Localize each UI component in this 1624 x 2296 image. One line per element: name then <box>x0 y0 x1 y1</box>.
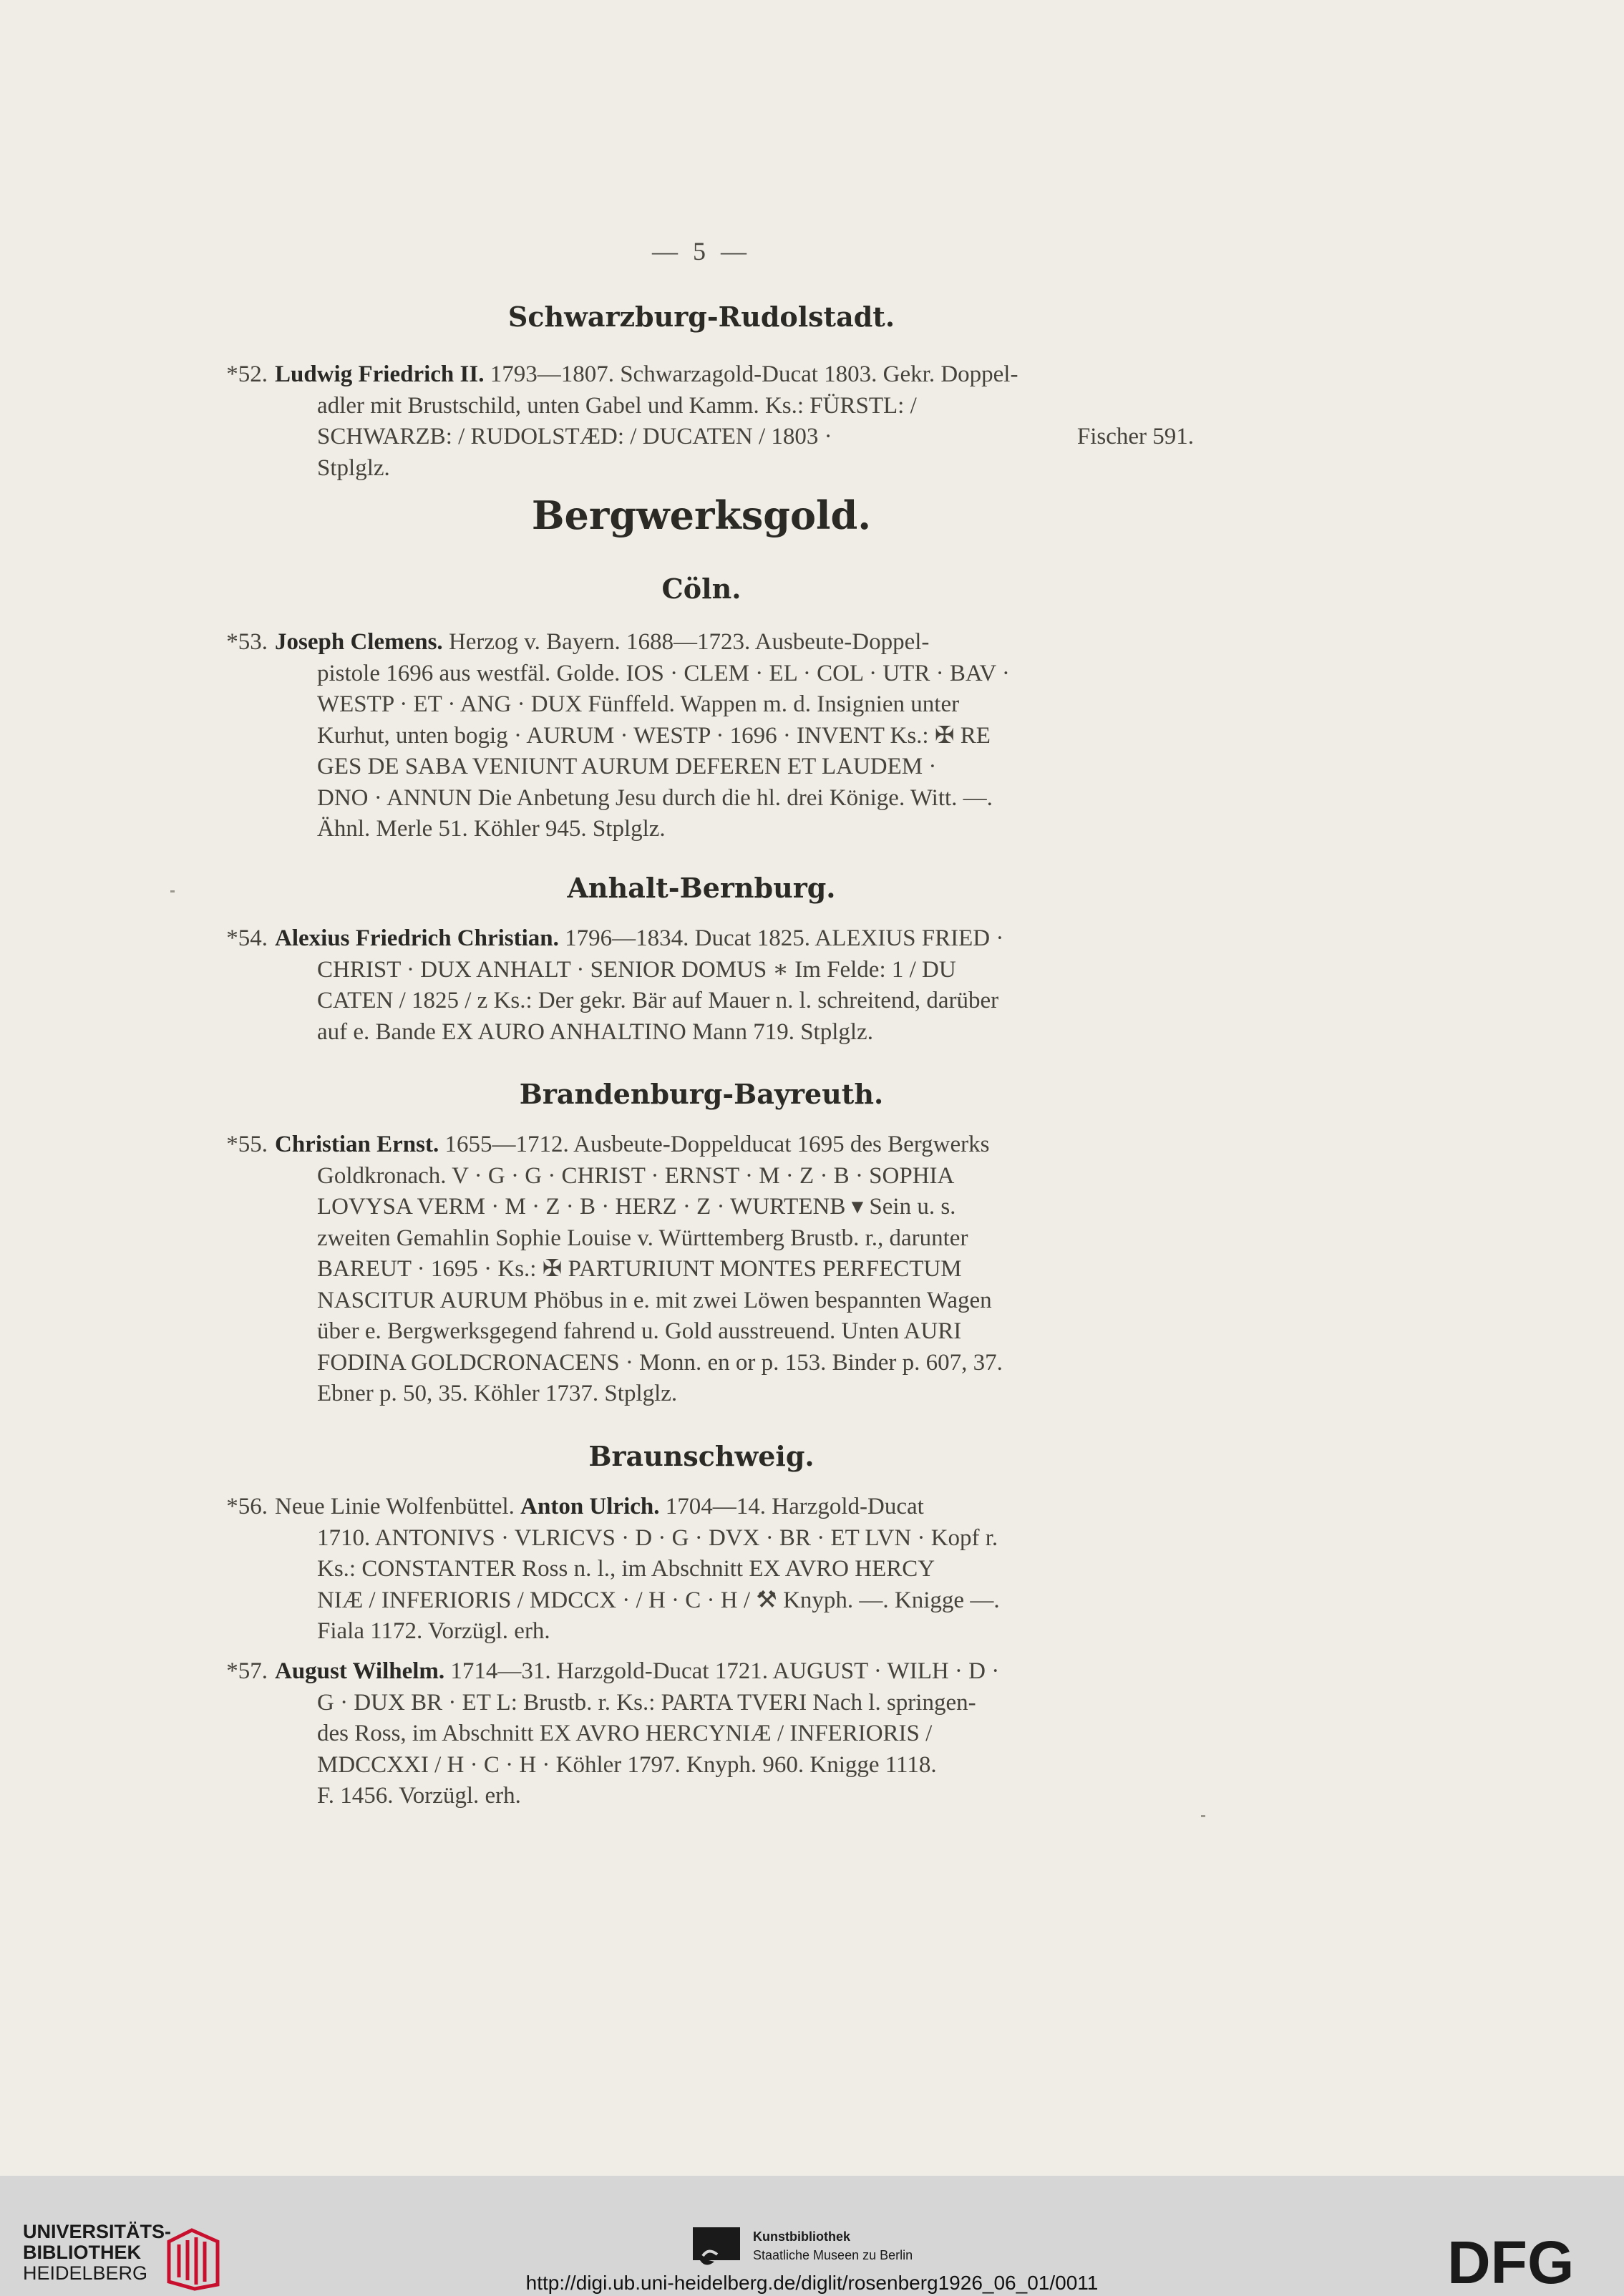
ub-logo-line: BIBLIOTHEK <box>23 2242 141 2263</box>
entry-text: 1796—1834. Ducat 1825. ALEXIUS FRIED · <box>565 925 1004 951</box>
entry-text: DNO · ANNUN Die Anbetung Jesu durch die hl. drei Könige. Witt. —. <box>317 784 993 811</box>
entry-name: Joseph Clemens. <box>275 629 443 655</box>
main-heading-bergwerksgold: Bergwerksgold. <box>531 492 872 538</box>
entry-text: des Ross, im Abschnitt EX AVRO HERCYNIÆ / INFERIORIS / <box>317 1721 933 1746</box>
dfg-logo-text: DFG <box>1447 2237 1575 2287</box>
entry-name: Ludwig Friedrich II. <box>275 361 485 387</box>
entry-number: *55. <box>226 1132 268 1157</box>
entry-text: Ks.: CONSTANTER Ross n. l., im Abschnitt EX AVRO HERCY <box>317 1556 935 1582</box>
catalog-entry-56 <box>199 1492 1194 1648</box>
entry-number: *56. <box>226 1494 268 1519</box>
entry-text: adler mit Brustschild, unten Gabel und Kamm. Ks.: FÜRSTL: / <box>317 392 917 419</box>
kb-line: Kunstbibliothek <box>753 2229 850 2244</box>
entry-text: Ähnl. Merle 51. Köhler 945. Stplglz. <box>317 816 666 842</box>
entry-text-row <box>199 422 1194 453</box>
entry-text: LOVYSA VERM · M · Z · B · HERZ · Z · WURTENB ▾ Sein u. s. <box>317 1194 956 1220</box>
entry-number: *54. <box>226 925 268 951</box>
entry-name: Alexius Friedrich Christian. <box>275 925 559 951</box>
section-heading-anhalt-bernburg: Anhalt-Bernburg. <box>567 872 836 904</box>
kunstbibliothek-logo-icon <box>693 2227 740 2270</box>
entry-text: 1655—1712. Ausbeute-Doppelducat 1695 des Bergwerks <box>444 1132 990 1157</box>
entry-text: G · DUX BR · ET L: Brustb. r. Ks.: PARTA TVERI Nach l. springen- <box>317 1689 976 1716</box>
entry-text: Kurhut, unten bogig · AURUM · WESTP · 1696 · INVENT Ks.: ✠ RE <box>317 722 991 749</box>
entry-text: SCHWARZB: / RUDOLSTÆD: / DUCATEN / 1803 · <box>317 424 832 449</box>
entry-text: Neue Linie Wolfenbüttel. <box>275 1494 515 1519</box>
entry-text: 1714—31. Harzgold-Ducat 1721. AUGUST · WILH · D · <box>450 1658 1000 1684</box>
entry-text: auf e. Bande EX AURO ANHALTINO Mann 719. Stplglz. <box>317 1018 873 1045</box>
entry-text: NASCITUR AURUM Phöbus in e. mit zwei Löwen bespannten Wagen <box>317 1287 992 1313</box>
entry-text: Goldkronach. V · G · G · CHRIST · ERNST · M · Z · B · SOPHIA <box>317 1162 955 1189</box>
digitization-footer <box>0 2176 1624 2296</box>
entry-name: Anton Ulrich. <box>520 1494 660 1519</box>
entry-name: August Wilhelm. <box>275 1658 445 1684</box>
entry-text: Fischer 591. <box>1076 424 1194 449</box>
section-heading-schwarzburg: Schwarzburg-Rudolstadt. <box>507 301 895 333</box>
entry-number: *53. <box>226 629 268 655</box>
catalog-entry-55 <box>199 1129 1194 1410</box>
section-heading-brandenburg-bayreuth: Brandenburg-Bayreuth. <box>519 1078 884 1110</box>
entry-text: Stplglz. <box>317 454 390 481</box>
entry-text: Herzog v. Bayern. 1688—1723. Ausbeute-Doppel- <box>448 629 930 655</box>
entry-text: 1710. ANTONIVS · VLRICVS · D · G · DVX · BR · ET LVN · Kopf r. <box>317 1524 998 1551</box>
entry-text: NIÆ / INFERIORIS / MDCCX · / H · C · H / ⚒ Knyph. —. Knigge —. <box>317 1587 1000 1613</box>
page-number: — 5 — <box>652 237 751 266</box>
entry-text: GES DE SABA VENIUNT AURUM DEFEREN ET LAUDEM · <box>317 754 937 779</box>
entry-text: BAREUT · 1695 · Ks.: ✠ PARTURIUNT MONTES PERFECTUM <box>317 1256 962 1282</box>
permalink-url[interactable]: http://digi.ub.uni-heidelberg.de/diglit/rosenberg1926_06_01/0011 <box>525 2272 1099 2294</box>
entry-text: 1704—14. Harzgold-Ducat <box>665 1494 924 1519</box>
entry-text: WESTP · ET · ANG · DUX Fünffeld. Wappen m. d. Insignien unter <box>317 691 960 717</box>
section-heading-coeln: Cöln. <box>661 573 742 605</box>
scan-speck <box>170 890 175 892</box>
entry-text: zweiten Gemahlin Sophie Louise v. Württemberg Brustb. r., darunter <box>317 1225 968 1251</box>
kb-line: Staatliche Museen zu Berlin <box>753 2248 913 2262</box>
catalog-entry-54 <box>199 923 1194 1048</box>
entry-number: *57. <box>226 1658 268 1684</box>
ub-logo-line: HEIDELBERG <box>23 2262 148 2284</box>
entry-text: MDCCXXI / H · C · H · Köhler 1797. Knyph. 960. Knigge 1118. <box>317 1751 937 1778</box>
catalog-entry-57 <box>199 1656 1194 1812</box>
entry-name: Christian Ernst. <box>275 1132 439 1157</box>
entry-text: CHRIST · DUX ANHALT · SENIOR DOMUS ∗ Im Felde: 1 / DU <box>317 956 956 983</box>
kunstbibliothek-label <box>753 2227 913 2265</box>
entry-text: 1793—1807. Schwarzagold-Ducat 1803. Gekr. Doppel- <box>490 361 1018 387</box>
entry-text: über e. Bergwerksgegend fahrend u. Gold ausstreuend. Unten AURI <box>317 1318 962 1344</box>
entry-text: F. 1456. Vorzügl. erh. <box>317 1783 521 1809</box>
entry-text: Ebner p. 50, 35. Köhler 1737. Stplglz. <box>317 1381 678 1406</box>
entry-number: *52. <box>226 361 268 387</box>
catalog-entry-52 <box>199 359 1194 484</box>
entry-text: Fiala 1172. Vorzügl. erh. <box>317 1618 550 1644</box>
catalog-entry-53 <box>199 627 1194 845</box>
entry-text: pistole 1696 aus westfäl. Golde. IOS · CLEM · EL · COL · UTR · BAV · <box>317 660 1010 686</box>
scan-speck <box>1201 1815 1205 1817</box>
ub-logo-line: UNIVERSITÄTS- <box>23 2221 172 2242</box>
entry-text: FODINA GOLDCRONACENS · Monn. en or p. 153. Binder p. 607, 37. <box>317 1349 1003 1376</box>
entry-text: CATEN / 1825 / z Ks.: Der gekr. Bär auf Mauer n. l. schreitend, darüber <box>317 988 999 1013</box>
section-heading-braunschweig: Braunschweig. <box>588 1440 815 1472</box>
